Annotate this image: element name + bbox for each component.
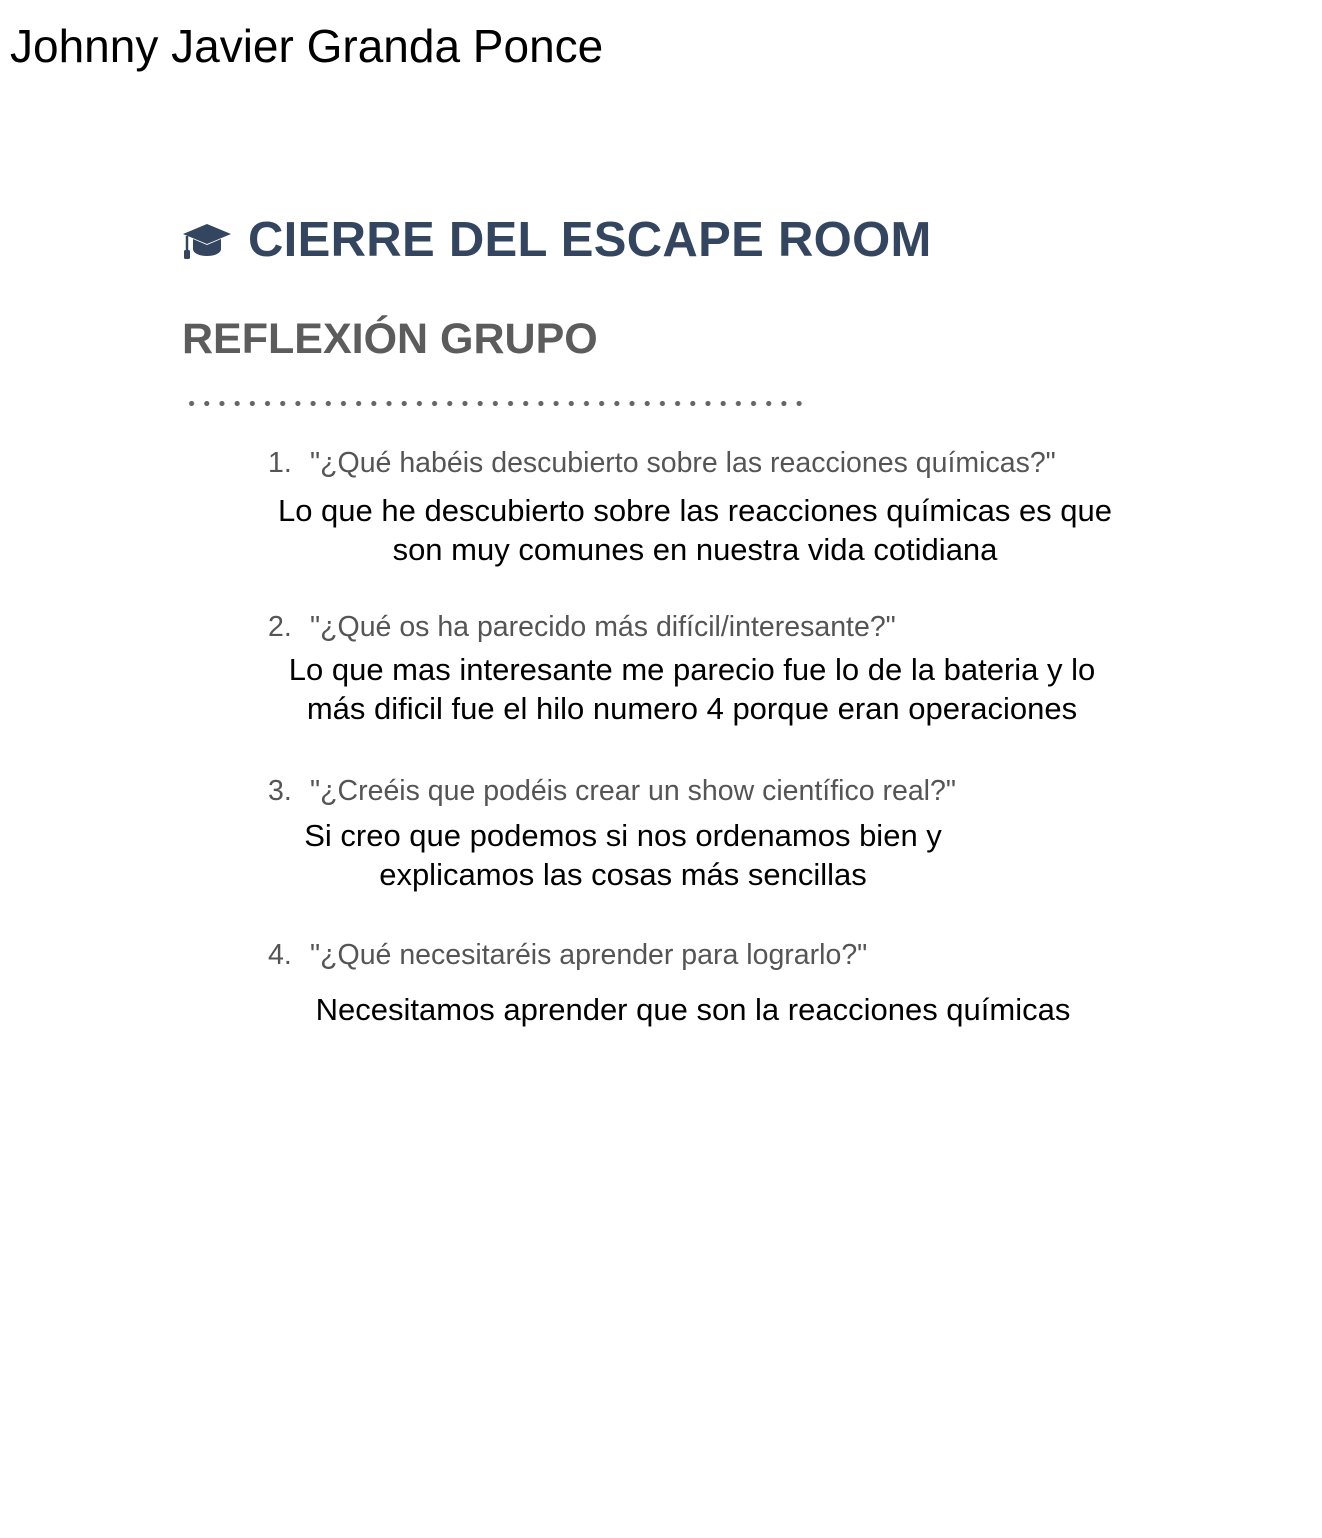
question-1 (268, 445, 1056, 481)
question-4 (268, 937, 867, 973)
page-title-text: CIERRE DEL ESCAPE ROOM (248, 213, 932, 267)
question-text: "¿Creéis que podéis crear un show científico real?" (310, 775, 956, 807)
page-title (182, 210, 932, 270)
dotted-divider (184, 399, 810, 408)
answer-2: Lo que mas interesante me parecio fue lo de la bateria y lo más dificil fue el hilo numero 4 porque eran operaciones (288, 652, 1096, 726)
section-title: REFLEXIÓN GRUPO (182, 315, 598, 363)
question-number: 4. (268, 939, 292, 971)
answer-3: Si creo que podemos si nos ordenamos bien y explicamos las cosas más sencillas (304, 818, 942, 892)
question-number: 2. (268, 611, 292, 643)
answer-1: Lo que he descubierto sobre las reacciones químicas es que son muy comunes en nuestra vida cotidiana (277, 493, 1113, 567)
answer-4: Necesitamos aprender que son la reacciones químicas (315, 992, 1071, 1027)
question-number: 3. (268, 775, 292, 807)
question-text: "¿Qué habéis descubierto sobre las reacciones químicas?" (310, 447, 1056, 479)
question-text: "¿Qué necesitaréis aprender para lograrlo?" (310, 939, 868, 971)
question-2 (268, 609, 896, 645)
student-name: Johnny Javier Granda Ponce (10, 20, 604, 72)
question-3 (268, 773, 956, 809)
graduation-cap-icon (182, 220, 232, 260)
question-number: 1. (268, 447, 292, 479)
question-text: "¿Qué os ha parecido más difícil/interesante?" (310, 611, 896, 643)
